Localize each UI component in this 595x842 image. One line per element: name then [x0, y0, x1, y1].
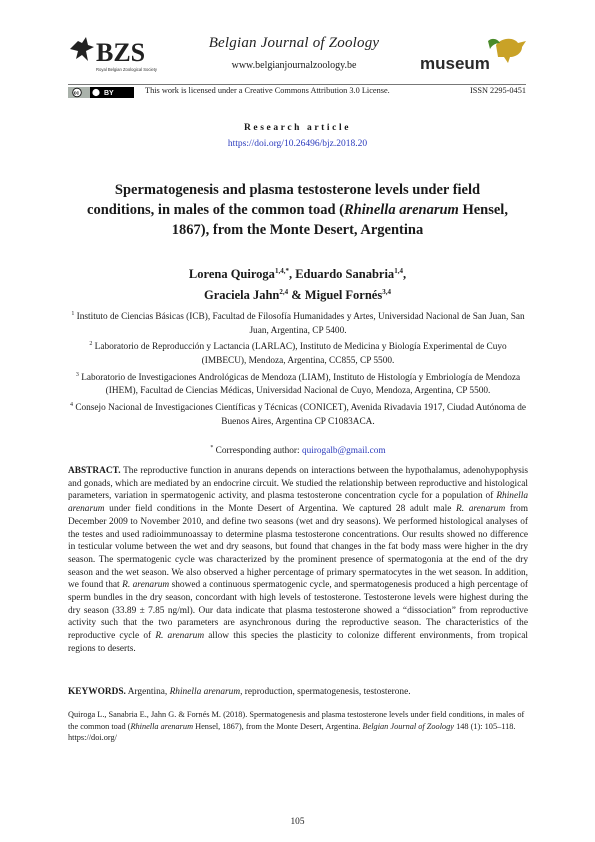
abstract-label: ABSTRACT.: [68, 466, 121, 476]
text-run: , reproduction, spermatogenesis, testosterone.: [240, 687, 411, 697]
affiliations: [68, 308, 528, 429]
header-divider: [68, 84, 526, 85]
affiliation-text: Consejo Nacional de Investigaciones Científicas y Técnicas (CONICET), Avenida Rivadavia 1917, Ciudad Autónoma de Buenos Aires, Argentina CP C1083ACA.: [75, 402, 527, 427]
author-name: Miguel Fornés: [304, 288, 383, 303]
text-run: allow this species the plasticity to colonize different environments, from tropical regions to deserts.: [68, 631, 529, 654]
author-name: Graciela Jahn: [204, 288, 280, 303]
author-separator: &: [288, 288, 305, 303]
affiliation-text: Laboratorio de Investigaciones Andrológicas de Mendoza (LIAM), Instituto de Histología y Embriología de Mendoza (IHEM), Facultad de Ciencias Médicas, Universidad Nacional de Cuyo, Mendoza, Argentina, CP 5500.: [81, 372, 521, 397]
text-run: 148 (1): 105–118. https://doi.org/: [68, 721, 516, 743]
italic-text-run: R. arenarum: [456, 504, 506, 515]
text-run: Argentina,: [125, 687, 170, 697]
text-run: from December 2009 to November 2010, and define two seasons (wet and dry seasons). We performed histological analyses of the testes and used radioimmunoassay to determine plasma testosterone concentrations. Our results showed no difference in testicular volume between the wet and dry seasons, but found that changes in the fat body mass were higher in the dry season. The spermatogenic cycle was characterized by the prominent presence of spermatogonia at the end of the dry season and the wet season. We also observed a higher percentage of primary spermatocytes in the wet season. In addition, we found that: [68, 504, 528, 591]
title-part1: Spermatogenesis and plasma testosterone levels under field conditions, in males of the common toad (: [87, 182, 481, 218]
author-name: Lorena Quiroga: [188, 267, 275, 282]
text-run: Quiroga L., Sanabria E., Jahn G. & Fornés M. (2018). Spermatogenesis and plasma testosterone levels under field conditions, in males of the common toad (: [68, 710, 525, 731]
text-run: Hensel, 1867), from the Monte Desert, Argentina.: [193, 721, 363, 731]
license-text: This work is licensed under a Creative Commons Attribution 3.0 License.: [145, 86, 390, 95]
italic-text-run: R. arenarum: [155, 631, 205, 642]
author-name: Eduardo Sanabria: [295, 267, 395, 282]
corresponding-email-link[interactable]: quirogalb@gmail.com: [301, 446, 386, 457]
keywords: [68, 686, 528, 699]
journal-title: Belgian Journal of Zoology: [208, 35, 380, 51]
text-run: The reproductive function in anurans depends on interactions between the hypothalamus, adenohypophysis and gonads, which are mediated by an endocrine circuit. We studied the relationship between reproductive and histological parameters, variation in spermatogenic activity, and plasma testosterone concentration cycle for a population of: [68, 466, 528, 502]
affiliation: [68, 338, 528, 368]
abstract: [68, 465, 528, 656]
italic-text-run: Rhinella arenarum: [68, 491, 528, 515]
text-run: under field conditions in the Monte Desert of Argentina. We captured 28 adult male: [104, 504, 457, 515]
affiliation: [68, 399, 528, 429]
keywords-body: [126, 687, 411, 697]
journal-url[interactable]: www.belgianjournalzoology.be: [231, 60, 357, 71]
bzs-logo-text: BZS: [96, 38, 146, 67]
author-affiliation-sup: 2,4: [279, 288, 289, 297]
abstract-body: [68, 466, 528, 654]
italic-text-run: R. arenarum: [122, 580, 170, 591]
italic-text-run: Rhinella arenarum: [169, 687, 241, 697]
affiliation: [68, 369, 528, 399]
keywords-label: KEYWORDS.: [68, 687, 126, 697]
dinosaur-icon: [496, 39, 526, 63]
museum-logo: [418, 35, 528, 75]
citation-body: [68, 710, 524, 742]
affiliation-sup: 1: [71, 311, 75, 317]
corresponding-label: Corresponding author:: [213, 446, 302, 457]
article-title: [80, 180, 515, 240]
author-list: [80, 262, 515, 304]
title-species: Rhinella arenarum: [344, 202, 459, 218]
corresponding-author: [68, 445, 528, 456]
author-affiliation-sup: 1,4: [394, 267, 403, 275]
museum-logo-text: museum: [420, 54, 490, 73]
affiliation-sup: 4: [69, 401, 73, 408]
page-number: 105: [290, 817, 305, 827]
title-part2: Hensel, 1867), from the Monte Desert, Argentina: [171, 202, 508, 238]
affiliation: [68, 308, 528, 338]
svg-text:cc: cc: [73, 90, 80, 97]
italic-text-run: Rhinella arenarum: [130, 721, 194, 731]
affiliation-sup: 2: [89, 341, 93, 348]
author-affiliation-sup: 3,4: [382, 288, 391, 297]
article-doi-link[interactable]: https://doi.org/10.26496/bjz.2018.20: [227, 139, 368, 149]
citation: [68, 709, 528, 744]
text-run: showed a continuous spermatogenic cycle, and spermatogenesis produced a high percentage of sperm bundles in the dry season, concordant with high levels of testosterone. Testosterone levels were highest during the dry season (33.89 ± 7.85 ng/ml). Our data indicate that plasma testosterone showed a “dissociation” from reproductive activity such that the two parameters are asynchronous during the reproductive season. The characteristics of the reproductive cycle of: [68, 580, 528, 642]
author-separator: ,: [288, 267, 296, 282]
bzs-logo: [68, 33, 180, 75]
cc-by-badge[interactable]: [68, 87, 134, 98]
affiliation-text: Laboratorio de Reproducción y Lactancia (LARLAC), Instituto de Medicina y Biología Experimental de Cuyo (IMBECU), Mendoza, Argentina, CC855, CP 5500.: [94, 342, 507, 366]
bzs-logo-subtext: Royal Belgian Zoological Society: [96, 67, 157, 72]
issn: ISSN 2295-0451: [469, 86, 526, 95]
corresponding-sup: *: [210, 445, 214, 451]
author-separator: ,: [402, 267, 407, 282]
italic-text-run: Belgian Journal of Zoology: [362, 721, 454, 731]
svg-text:BY: BY: [104, 90, 114, 98]
affiliation-sup: 3: [75, 371, 79, 378]
affiliation-text: Instituto de Ciencias Básicas (ICB), Facultad de Filosofía Humanidades y Artes, Universidad Nacional de San Juan, San Juan, Argentina, CP 5400.: [76, 312, 525, 336]
bird-icon: [70, 37, 94, 61]
article-type: Research article: [243, 123, 352, 133]
author-affiliation-sup: 1,4,*: [274, 267, 289, 275]
